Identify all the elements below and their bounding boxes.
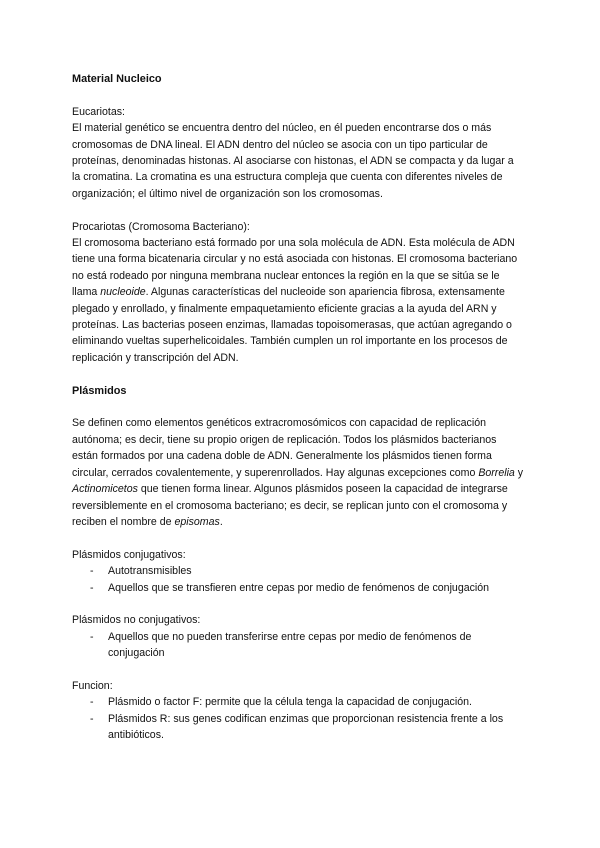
document-title: Material Nucleico	[72, 73, 162, 85]
plasmids-paragraph	[72, 415, 524, 530]
list-item: - Aquellos que no pueden transferirse entre cepas por medio de fenómenos de conjugación	[72, 629, 524, 662]
function-heading: Funcion:	[72, 679, 113, 692]
conjugative-heading: Plásmidos conjugativos:	[72, 548, 186, 561]
list-item: - Autotransmisibles	[72, 563, 524, 579]
eukaryotes-paragraph: El material genético se encuentra dentro del núcleo, en él pueden encontrarse dos o más cromosomas de DNA lineal. El ADN dentro del núcleo se asocia con un tipo particular de proteínas, denominadas histonas. Al asociarse con histonas, el ADN se compacta y da lugar a la cromatina. La cromatina es una estructura compleja que cuenta con diferentes niveles de organización; el último nivel de organización son los cromosomas.	[72, 122, 514, 200]
list-item: - Aquellos que se transfieren entre cepas por medio de fenómenos de conjugación	[72, 580, 524, 596]
plasmids-title: Plásmidos	[72, 384, 127, 397]
conjugative-list	[72, 563, 524, 596]
eukaryotes-heading: Eucariotas:	[72, 105, 125, 118]
function-list	[72, 694, 524, 743]
list-item: - Plásmido o factor F: permite que la célula tenga la capacidad de conjugación.	[72, 694, 524, 710]
plasmids-text-2: que tienen forma linear. Algunos plásmidos poseen la capacidad de integrarse reversiblemente en el cromosoma bacteriano; es decir, se replican junto con el cromosoma y reciben el nombre de	[72, 483, 508, 528]
episomas-term: episomas	[174, 515, 220, 528]
non-conjugative-heading: Plásmidos no conjugativos:	[72, 614, 201, 627]
plasmids-and: y	[514, 466, 524, 479]
document-content	[72, 71, 524, 744]
genus-borrelia: Borrelia	[478, 466, 515, 479]
list-item: - Plásmidos R: sus genes codifican enzimas que proporcionan resistencia frente a los antibióticos.	[72, 711, 524, 744]
prokaryotes-heading: Procariotas (Cromosoma Bacteriano):	[72, 220, 250, 233]
non-conjugative-list	[72, 629, 524, 662]
plasmids-text-end: .	[219, 515, 223, 528]
prokaryotes-paragraph	[72, 235, 524, 366]
plasmids-text-1: Se definen como elementos genéticos extracromosómicos con capacidad de replicación autónoma; es decir, tiene su propio origen de replicación. Todos los plásmidos bacterianos están formados por una cadena doble de ADN. Generalmente los plásmidos tienen forma circular, cerrados covalentemente, y superenrollados. Hay algunas excepciones como	[72, 417, 497, 479]
genus-actinomicetos: Actinomicetos	[72, 483, 138, 496]
prokaryotes-text-a: El cromosoma bacteriano está formado por una sola molécula de ADN. Esta molécula de ADN tiene una forma bicatenaria circular y no está asociada con histonas. El cromosoma bacteriano no está rodeado por ninguna membrana nuclear entonces la región en la que se sitúa se le llama	[72, 237, 518, 299]
nucleoide-term: nucleoide	[100, 286, 146, 299]
prokaryotes-text-b: . Algunas características del nucleoide son apariencia fibrosa, extensamente plegado y enrollado, y finalmente empaquetamiento eficiente gracias a la ayuda del ARN y proteínas. Las bacterias poseen enzimas, llamadas topoisomerasas, que actúan agregando o eliminando vueltas superhelicoidales. También cumplen un rol importante en los procesos de replicación y transcripción del ADN.	[72, 286, 512, 364]
